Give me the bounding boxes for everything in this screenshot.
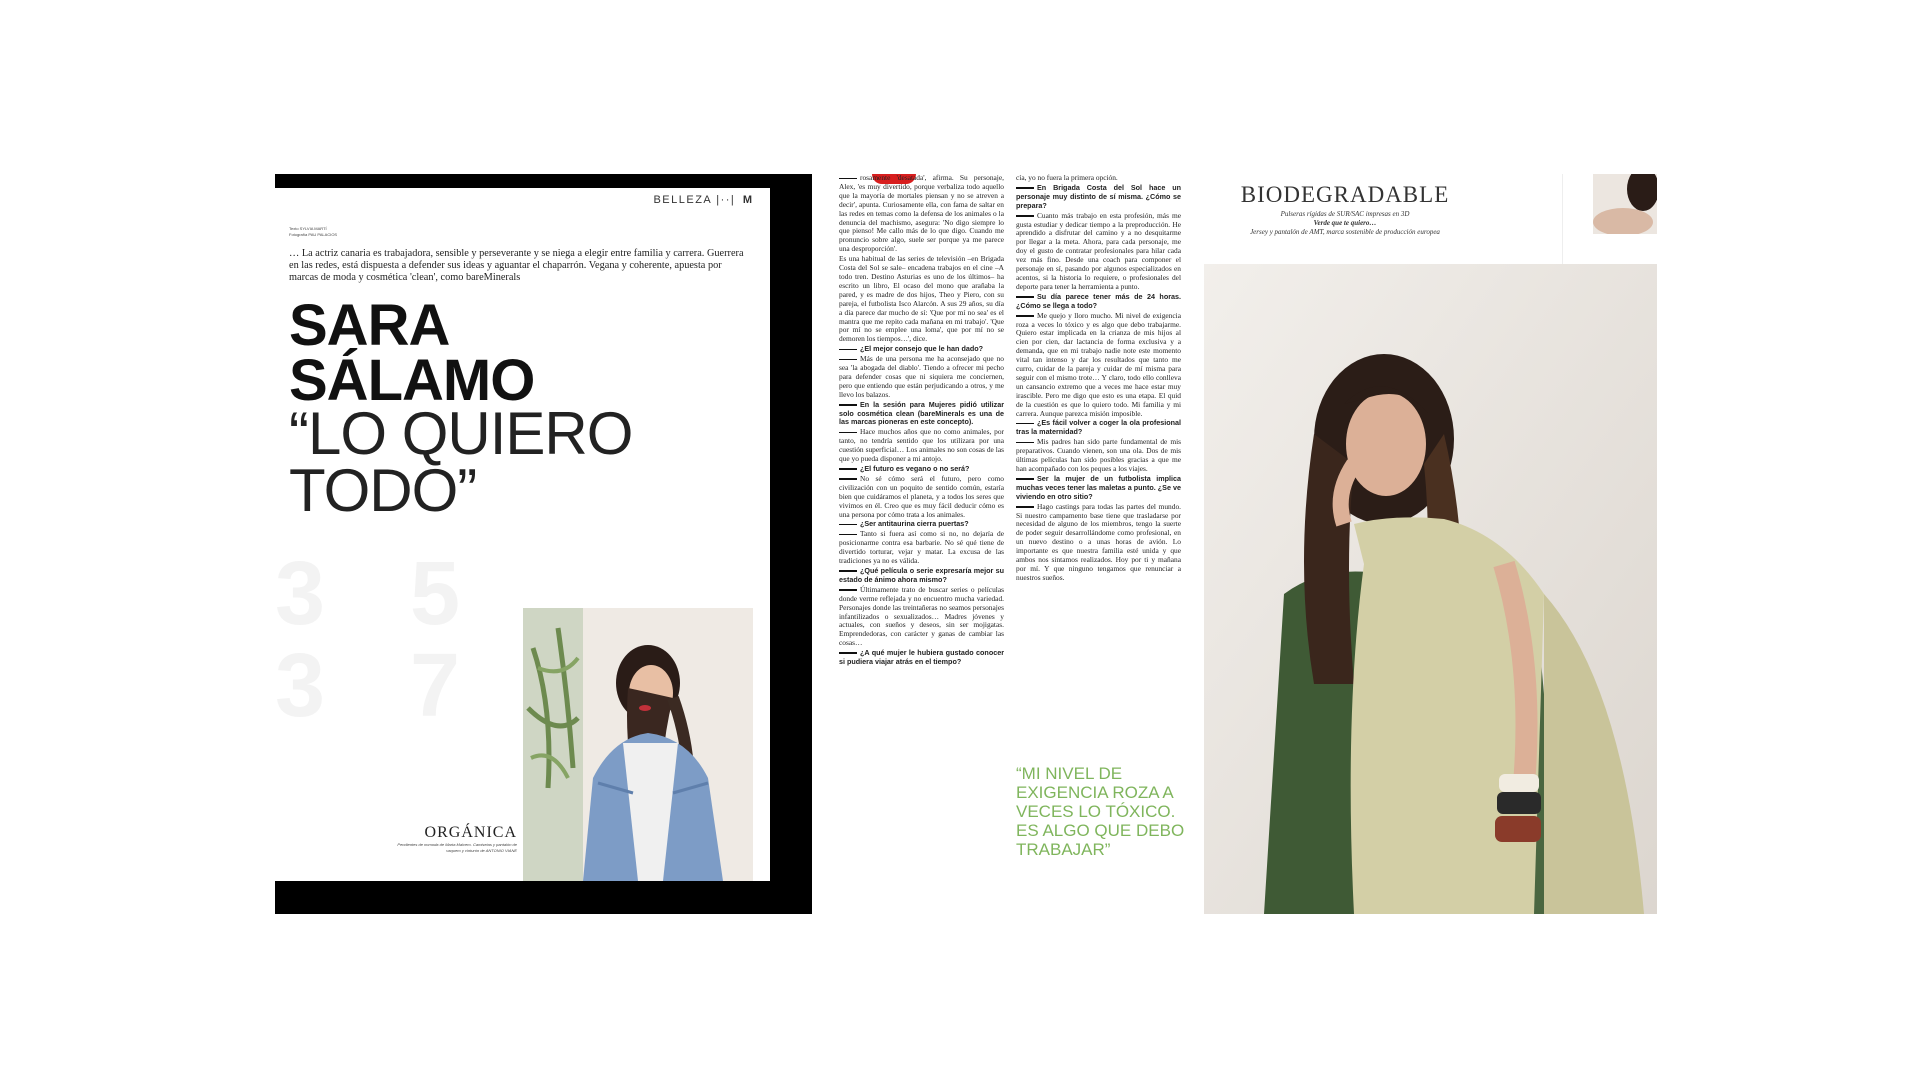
caption-biodegradable-title: BIODEGRADABLE (1240, 182, 1450, 207)
interview-question: En la sesión para Mujeres pidió utilizar solo cosmética clean (bareMinerals es una de las marcas pioneras en este concepto). (839, 399, 1004, 427)
caption-text: Pendientes de nomoda de Marta Malvero. Camisetas y pantalón de vaquero y cinturón de ANTONIO VIANE (397, 842, 517, 853)
interview-paragraph: Hace muchos años que no como animales, por tanto, no tendría sentido que los utilizara por una cuestión superficial… Los animales no son cosas de las que yo pueda disponer a mi antojo. (839, 427, 1004, 464)
interview-paragraph: rosamente 'desatada', afirma. Su personaje, Alex, 'es muy divertido, porque verbaliza todo aquello que la mayoría de mortales piensan y no se atreven a decir', apunta. Curiosamente ella, con fama de saltar en las redes en temas como la defensa de los animales o la denuncia del machismo, asegura: 'No digo siempre lo que pienso! Me callo más de lo que digo. Cuando me pronuncio sobre algo, suele ser porque ya me parece una desproporción'. (839, 173, 1004, 254)
credit-text: Texto SYLVIA MARTÍ (289, 226, 327, 231)
right-spread (812, 174, 1657, 914)
interview-paragraph: Tanto si fuera así como si no, no dejaría de posicionarme contra esa barbarie. No sé qué tiene de divertido torturar, vejar y matar. La excusa de las tradiciones ya no es válida. (839, 529, 1004, 566)
section-label: BELLEZA (653, 194, 712, 206)
interview-paragraph: Es una habitual de las series de televisión –en Brigada Costa del Sol se sale– encadena trabajos en el cine –A todo tren. Destino Asturias es uno de los últimos– ha escrito un libro, El ocaso del mono que arañaba la pared, y es madre de dos hijos, Theo y Piero, con su pareja, el futbolista Isco Alarcón. A sus 29 años, su día a día parece dar mucho de sí: 'Que por mí no sea' es el mantra que me repito cada mañana en mi trabajo'. 'Que por mí no se emplee una loma', que por mí no se demoren los tiempos…', dice. (839, 254, 1004, 344)
interview-question: ¿A qué mujer le hubiera gustado conocer si pudiera viajar atrás en el tiempo? (839, 648, 1004, 667)
page-number: ·· (720, 194, 731, 206)
photo-denim-jacket-illustration (523, 608, 753, 881)
headline-quote (289, 400, 633, 524)
interview-question: Ser la mujer de un futbolista implica muchas veces tener las maletas a punto. ¿Se ve viviendo en otro sitio? (1016, 473, 1181, 501)
headline-name (289, 293, 535, 413)
section-header: BELLEZA |··| M (653, 194, 752, 206)
interview-paragraph: No sé cómo será el futuro, pero como civilización con un poquito de sentido común, estaría bien que cuidáramos el planeta, y a todos los seres que vivimos en él. Creo que es muy fácil deducir cómo es una persona por cómo trata a los animales. (839, 473, 1004, 519)
ghost-background-lettering: 3 5 3 7 (275, 544, 491, 736)
interview-paragraph: Me quejo y lloro mucho. Mi nivel de exigencia roza a veces lo tóxico y es algo que debo trabajarme. Quiero estar implicada en la crianza de mis hijos al cien por cien, dar lactancia de forma exclusiva y a demanda, que en mi trabajo nadie note este momento vital tan intenso y dar los resultados que tanto me curro, cuidar de la pareja y cuidar de mí misma para seguir con el mismo trote… Y claro, todo ello conlleva un cansancio extremo que a veces me hace estar muy irascible. Pero me digo que esto es una etapa. El quid de la cuestión es que lo quiero todo. Mi familia y mi carrera. Aunque parezca misión imposible. (1016, 310, 1181, 418)
caption-biodegradable (1210, 210, 1480, 237)
caption-organica (385, 824, 517, 854)
pull-quote: “MI NIVEL DE EXIGENCIA ROZA A VECES LO TÓXICO. ES ALGO QUE DEBO TRABAJAR” (1016, 764, 1185, 859)
interview-question: ¿El mejor consejo que le han dado? (839, 345, 1004, 354)
caption-biodegradable-line-2: Verde que te quiero… (1313, 219, 1377, 227)
interview-question: ¿Qué película o serie expresaría mejor su estado de ánimo ahora mismo? (839, 565, 1004, 584)
photo-portrait-illustration (1204, 264, 1657, 914)
interview-paragraph: cía, yo no fuera la primera opción. (1016, 173, 1118, 182)
photo-corner-crop (1593, 174, 1657, 234)
photo-denim-jacket (523, 608, 753, 881)
caption-title: ORGÁNICA (424, 824, 517, 841)
caption-biodegradable-line-1: Pulseras rígidas de SUR/SAC impresas en 3D (1280, 210, 1410, 218)
interview-question: Su día parece tener más de 24 horas. ¿Cómo se llega a todo? (1016, 291, 1181, 310)
interview-question: ¿Ser antitaurina cierra puertas? (839, 520, 1004, 529)
credits (289, 226, 337, 238)
left-spread (275, 174, 812, 914)
interview-paragraph: Cuanto más trabajo en esta profesión, más me gusta estudiar y dedicar tiempo a la preproducción. He aprendido a disfrutar del camino y a no desquitarme por llegar a la meta. Ahora, para cada personaje, me doy el gusto de contratar profesionales para hilar cada vez más fino. Desde una coach para componer el personaje en sí, pasando por algunos especializados en acentos, si la historia lo requiere, o profesionales del deporte para tener la herramienta a punto. (1016, 210, 1181, 291)
magazine-mark: M (742, 194, 752, 206)
left-page (275, 188, 770, 881)
intro-paragraph: … La actriz canaria es trabajadora, sensible y perseverante y se niega a elegir entre familia y carrera. Guerrera en las redes, está dispuesta a defender sus ideas y aguantar el chaparrón. Vegana y coherente, apuesta por marcas de moda y cosmética 'clean', como bareMinerals (289, 248, 744, 283)
interview-paragraph: Mis padres han sido parte fundamental de mis preparativos. Cuando vienen, son una ola. Dos de mis últimas películas han sido posibles gracias a que me han acompañado con los peques a los viajes. (1016, 437, 1181, 473)
headline-name-last: SÁLAMO (289, 348, 535, 413)
interview-question: ¿Es fácil volver a coger la ola profesional tras la maternidad? (1016, 418, 1181, 437)
credit-photo: Fotografía PAU PALACIOS (289, 232, 338, 237)
interview-paragraph: Más de una persona me ha aconsejado que no sea 'la abogada del diablo'. Tiendo a ofrecer mi pecho para defender cosas que ni siquiera me conciernen, pero que entiendo que están perjudicando a otros, y me llevo los balazos. (839, 354, 1004, 399)
headline-quote-line-1: “LO QUIERO (289, 400, 633, 467)
page-fold (1562, 174, 1563, 264)
article-column-1 (839, 174, 1004, 668)
interview-question: ¿El futuro es vegano o no será? (839, 465, 1004, 474)
photo-green-chair-portrait (1204, 264, 1657, 914)
article-column-2 (1016, 174, 1181, 584)
caption-biodegradable-line-3: Jersey y pantalón de AMT, marca sostenible de producción europea (1250, 228, 1440, 236)
headline-quote-line-2: TODO” (289, 457, 477, 524)
interview-paragraph: Hago castings para todas las partes del mundo. Si nuestro campamento base tiene que trasladarse por necesidad de alguno de los miembros, tengo la suerte de poder seguir desarrollándome como profesional, en un nuevo destino o a unas horas de avión. Lo importante es que nuestra familia esté unida y que ambos nos sintamos realizados. Hoy por ti y mañana por mí. Y que ninguno tengamos que renunciar a nuestros sueños. (1016, 501, 1181, 582)
interview-paragraph: Últimamente trato de buscar series o películas donde verme reflejada y no encuentro mucha variedad. Personajes donde las treintañeras no seamos personajes infantilizados o sexualizados… Madres jóvenes y actuales, con sueños y deseos, sin ser mojigatas. Emprendedoras, con carácter y ganas de cambiar las cosas… (839, 584, 1004, 648)
interview-question: En Brigada Costa del Sol hace un personaje muy distinto de sí misma. ¿Cómo se prepara? (1016, 182, 1181, 210)
headline-name-first: SARA (289, 293, 450, 358)
